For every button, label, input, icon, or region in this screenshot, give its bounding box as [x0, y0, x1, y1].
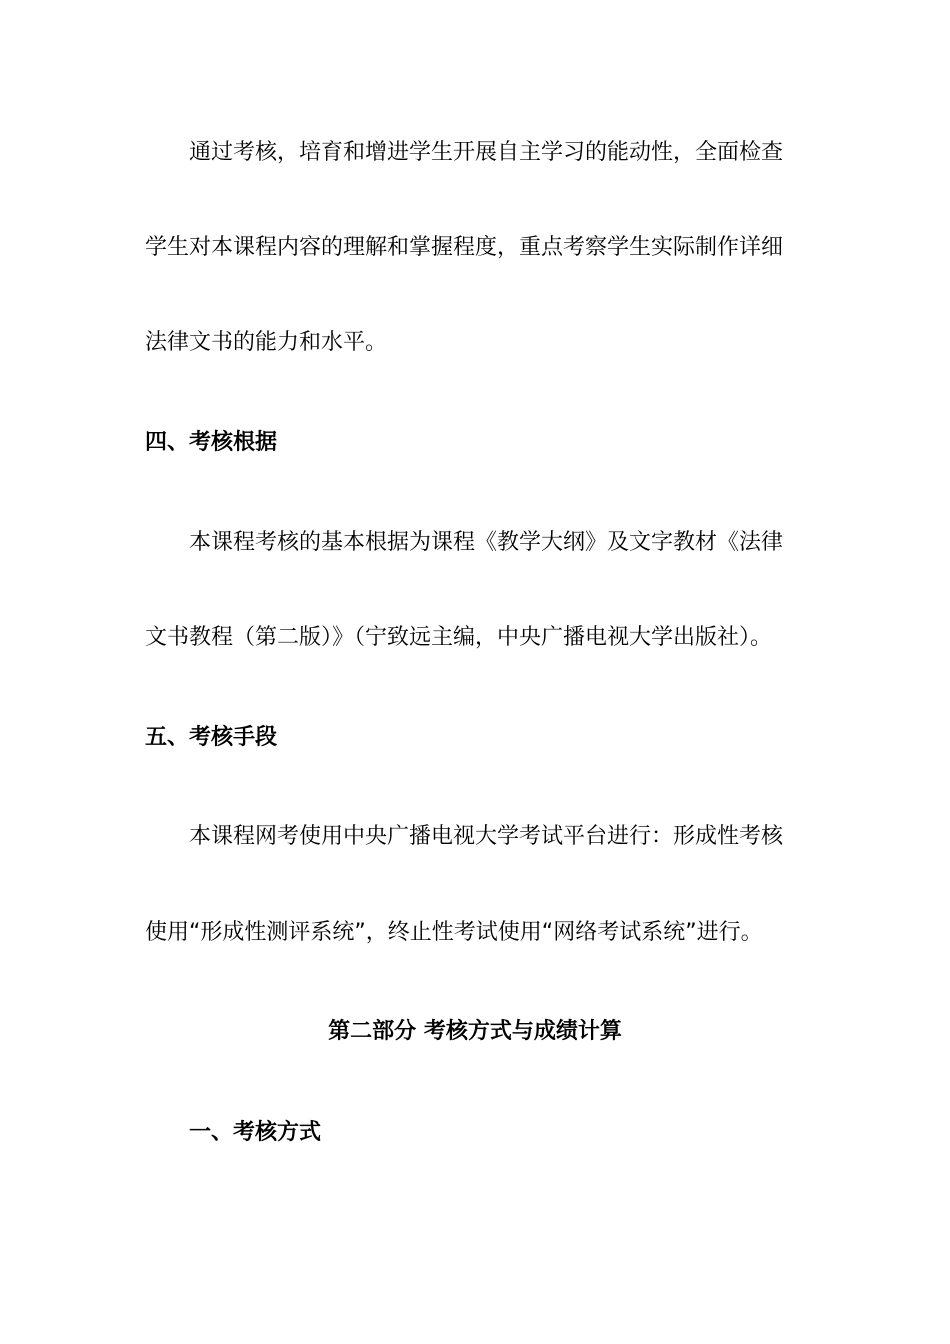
paragraph-line: 使用“形成性测评系统”，终止性考试使用“网络考试系统”进行。 [145, 920, 763, 945]
paragraph-line: 本课程网考使用中央广播电视大学考试平台进行：形成性考核 [189, 824, 784, 849]
section-heading: 四、考核根据 [145, 430, 278, 455]
part-title: 第二部分 考核方式与成绩计算 [328, 1019, 622, 1044]
paragraph-line: 法律文书的能力和水平。 [145, 330, 388, 355]
paragraph-line: 文书教程（第二版）》（宁致远主编，中央广播电视大学出版社）。 [145, 625, 773, 650]
section-heading: 五、考核手段 [145, 725, 278, 750]
paragraph-line: 学生对本课程内容的理解和掌握程度，重点考察学生实际制作详细 [145, 235, 784, 260]
paragraph-line: 本课程考核的基本根据为课程《教学大纲》及文字教材《法律 [189, 530, 784, 555]
sub-heading: 一、考核方式 [189, 1120, 322, 1145]
paragraph-line: 通过考核，培育和增进学生开展自主学习的能动性，全面检查 [189, 140, 784, 165]
